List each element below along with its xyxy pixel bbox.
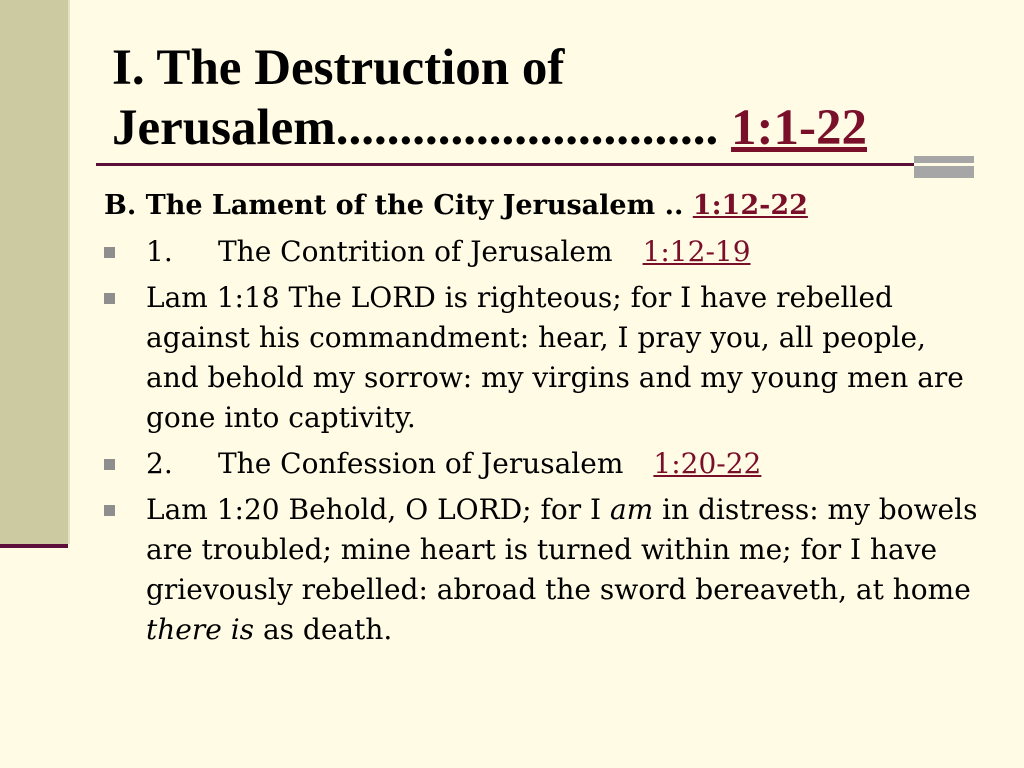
title-line-1: I. The Destruction of bbox=[112, 40, 565, 96]
section-heading bbox=[104, 186, 984, 226]
section-reference-link[interactable]: 1:12-22 bbox=[692, 190, 808, 221]
left-decorative-bar bbox=[0, 0, 68, 544]
square-bullet-icon bbox=[104, 293, 115, 304]
verse-text-part: Lam 1:20 Behold, O LORD; for I bbox=[146, 493, 610, 526]
slide-title bbox=[112, 38, 972, 158]
item-reference-link[interactable]: 1:20-22 bbox=[653, 447, 762, 480]
left-bar-bottom-rule bbox=[0, 544, 68, 548]
item-number: 2. bbox=[146, 447, 173, 480]
square-bullet-icon bbox=[104, 247, 115, 258]
slide-content bbox=[104, 186, 984, 656]
list-item bbox=[104, 490, 984, 650]
square-bullet-icon bbox=[104, 459, 115, 470]
verse-text-part: in distress: my bowels are troubled; mine heart is turned within me; for I have grievously rebelled: abroad the sword bereaveth, at home bbox=[146, 493, 978, 606]
title-line-2-text: Jerusalem.............................. bbox=[112, 100, 719, 156]
left-bar-edge bbox=[68, 0, 70, 544]
section-heading-text: B. The Lament of the City Jerusalem .. bbox=[104, 190, 684, 221]
verse-emphasis: am bbox=[609, 493, 654, 526]
item-number: 1. bbox=[146, 235, 173, 268]
verse-text-part: as death. bbox=[254, 613, 393, 646]
divider-accent bbox=[914, 156, 974, 178]
verse-emphasis: there is bbox=[146, 613, 255, 646]
item-text: The Confession of Jerusalem bbox=[218, 447, 624, 480]
title-line-2 bbox=[112, 98, 972, 158]
item-text: The Contrition of Jerusalem bbox=[218, 235, 613, 268]
verse-text: Lam 1:18 The LORD is righteous; for I have rebelled against his commandment: hear, I pray you, all people, and behold my sorrow: my virgins and my young men are gone into captivity. bbox=[146, 281, 964, 434]
title-divider bbox=[96, 163, 974, 166]
title-reference-link[interactable]: 1:1-22 bbox=[731, 100, 867, 156]
item-reference-link[interactable]: 1:12-19 bbox=[642, 235, 751, 268]
list-item bbox=[104, 232, 984, 272]
square-bullet-icon bbox=[104, 505, 115, 516]
list-item bbox=[104, 444, 984, 484]
list-item bbox=[104, 278, 984, 438]
